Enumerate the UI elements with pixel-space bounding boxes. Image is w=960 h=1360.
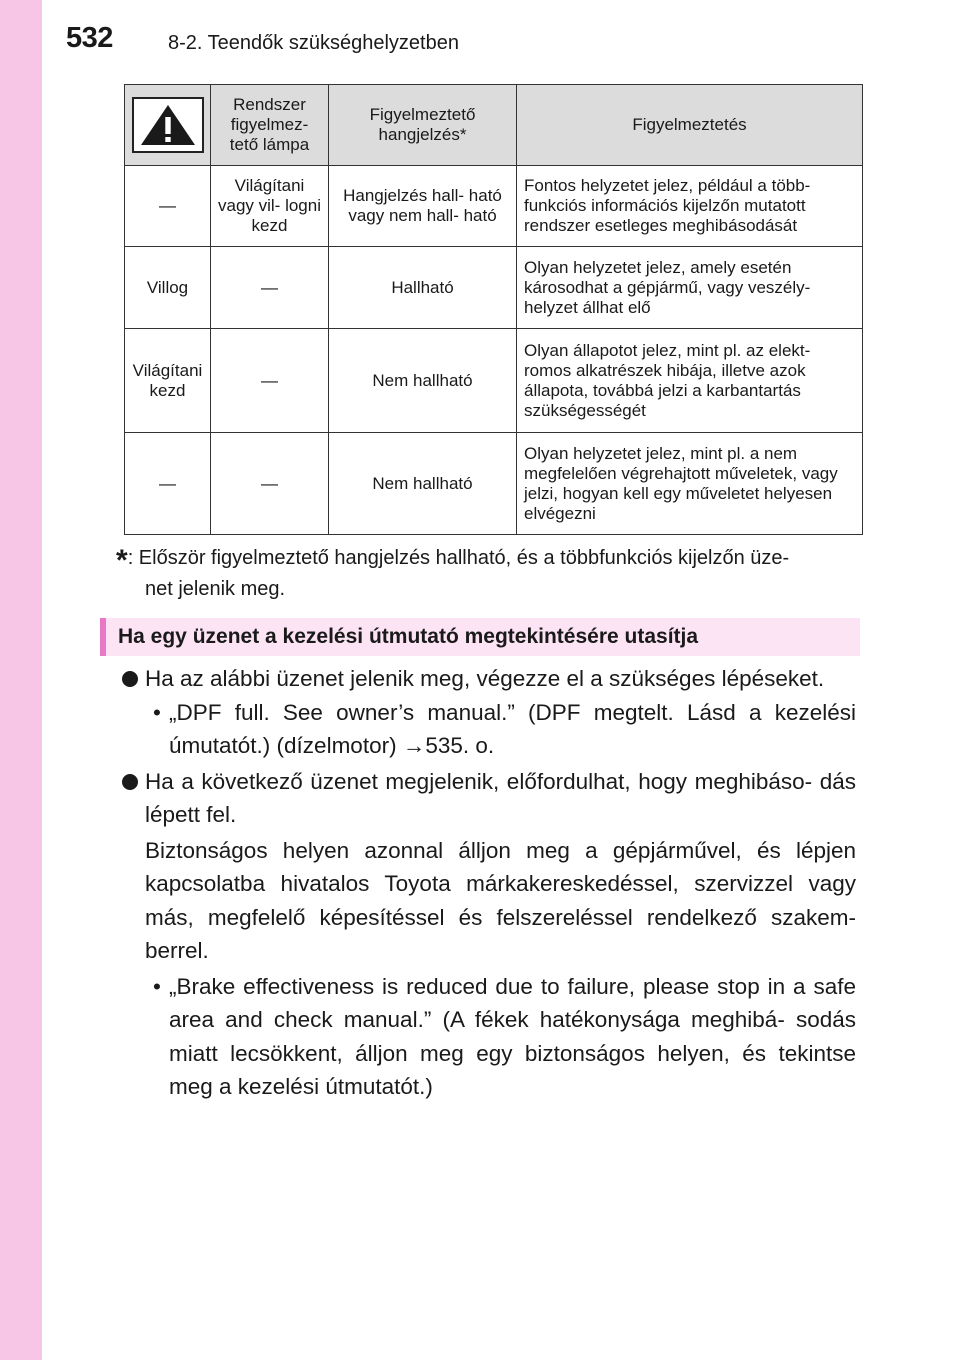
cell-description: Fontos helyzetet jelez, például a több- funkciós információs kijelzőn mutatott rendszer esetleges meghibásodását — [517, 166, 863, 247]
cell-description: Olyan állapotot jelez, mint pl. az elekt- romos alkatrészek hibája, illetve azok állapota, továbbá jelzi a karbantartás szükségességét — [517, 329, 863, 433]
footnote-text: : Először figyelmeztető hangjelzés hallható, és a többfunkciós kijelzőn üze- — [127, 547, 790, 569]
table-row — [125, 329, 863, 433]
header-buzzer: Figyelmeztető hangjelzés* — [329, 85, 517, 166]
warning-icon-cell — [125, 85, 211, 166]
chapter-title: 8-2. Teendők szükséghelyzetben — [168, 32, 459, 54]
table-row — [125, 433, 863, 535]
cell-description: Olyan helyzetet jelez, amely esetén károsodhat a gépjármű, vagy veszély- helyzet állhat elő — [517, 247, 863, 329]
cell-buzzer: Hangjelzés hall- ható vagy nem hall- ható — [329, 166, 517, 247]
cell-system: — — [211, 247, 329, 329]
cell-buzzer: Hallható — [329, 247, 517, 329]
cell-buzzer: Nem hallható — [329, 433, 517, 535]
sub-bullet-item — [122, 696, 856, 763]
bullet-text: Ha a következő üzenet megjelenik, előfordulhat, hogy meghibáso- dás lépett fel. — [145, 768, 856, 827]
bullet-text: Ha az alábbi üzenet jelenik meg, végezze el a szükséges lépéseket. — [145, 666, 825, 691]
main-content — [122, 658, 856, 1104]
warning-triangle-icon — [132, 97, 204, 153]
cell-lamp: — — [125, 166, 211, 247]
cell-buzzer: Nem hallható — [329, 329, 517, 433]
table-row — [125, 247, 863, 329]
cell-system: — — [211, 329, 329, 433]
bullet-dot-icon — [122, 671, 138, 687]
sub-bullet-dot-icon: • — [153, 973, 161, 999]
footnote-line-1 — [116, 544, 858, 575]
paragraph: Biztonságos helyen azonnal álljon meg a gépjárművel, és lépjen kapcsolatba hivatalos Toyota márkakereskedéssel, szervizzel vagy más, megfelelő képesítéssel és felszereléssel rendelkező szakem- berrel. — [145, 837, 856, 963]
page-number: 532 — [66, 22, 113, 54]
sub-bullet-text: „DPF full. See owner’s manual.” (DPF megtelt. Lásd a kezelési úmutatót.) (dízelmotor) →535. o. — [169, 699, 856, 758]
cell-lamp: Világítani kezd — [125, 329, 211, 433]
footnote-marker: * — [116, 544, 128, 577]
footnote-line-2: net jelenik meg. — [145, 578, 286, 600]
bullet-item — [122, 765, 856, 832]
section-title: Ha egy üzenet a kezelési útmutató megtekintésére utasítja — [100, 618, 860, 656]
header-warning: Figyelmeztetés — [517, 85, 863, 166]
cell-lamp: Villog — [125, 247, 211, 329]
bullet-dot-icon — [122, 774, 138, 790]
cell-system: — — [211, 433, 329, 535]
sub-bullet-dot-icon: • — [153, 699, 161, 725]
table-header-row — [125, 85, 863, 166]
table-row — [125, 166, 863, 247]
warning-table — [124, 84, 863, 535]
sub-bullet-item — [122, 970, 856, 1104]
cell-system: Világítani vagy vil- logni kezd — [211, 166, 329, 247]
side-stripe — [0, 0, 42, 1360]
header-system-lamp: Rendszer figyelmez- tető lámpa — [211, 85, 329, 166]
sub-bullet-text: „Brake effectiveness is reduced due to failure, please stop in a safe area and check manual.” (A fékek hatékonysága meghibá- sodás miatt lecsökkent, álljon meg egy biztonságos helyen, és tekintse meg a kezelési útmutatót.) — [169, 973, 856, 1099]
footnote — [116, 544, 858, 604]
bullet-item — [122, 662, 856, 696]
cell-description: Olyan helyzetet jelez, mint pl. a nem megfelelően végrehajtott műveletek, vagy jelzi, hogyan kell egy műveletet helyesen elvégezni — [517, 433, 863, 535]
cell-lamp: — — [125, 433, 211, 535]
